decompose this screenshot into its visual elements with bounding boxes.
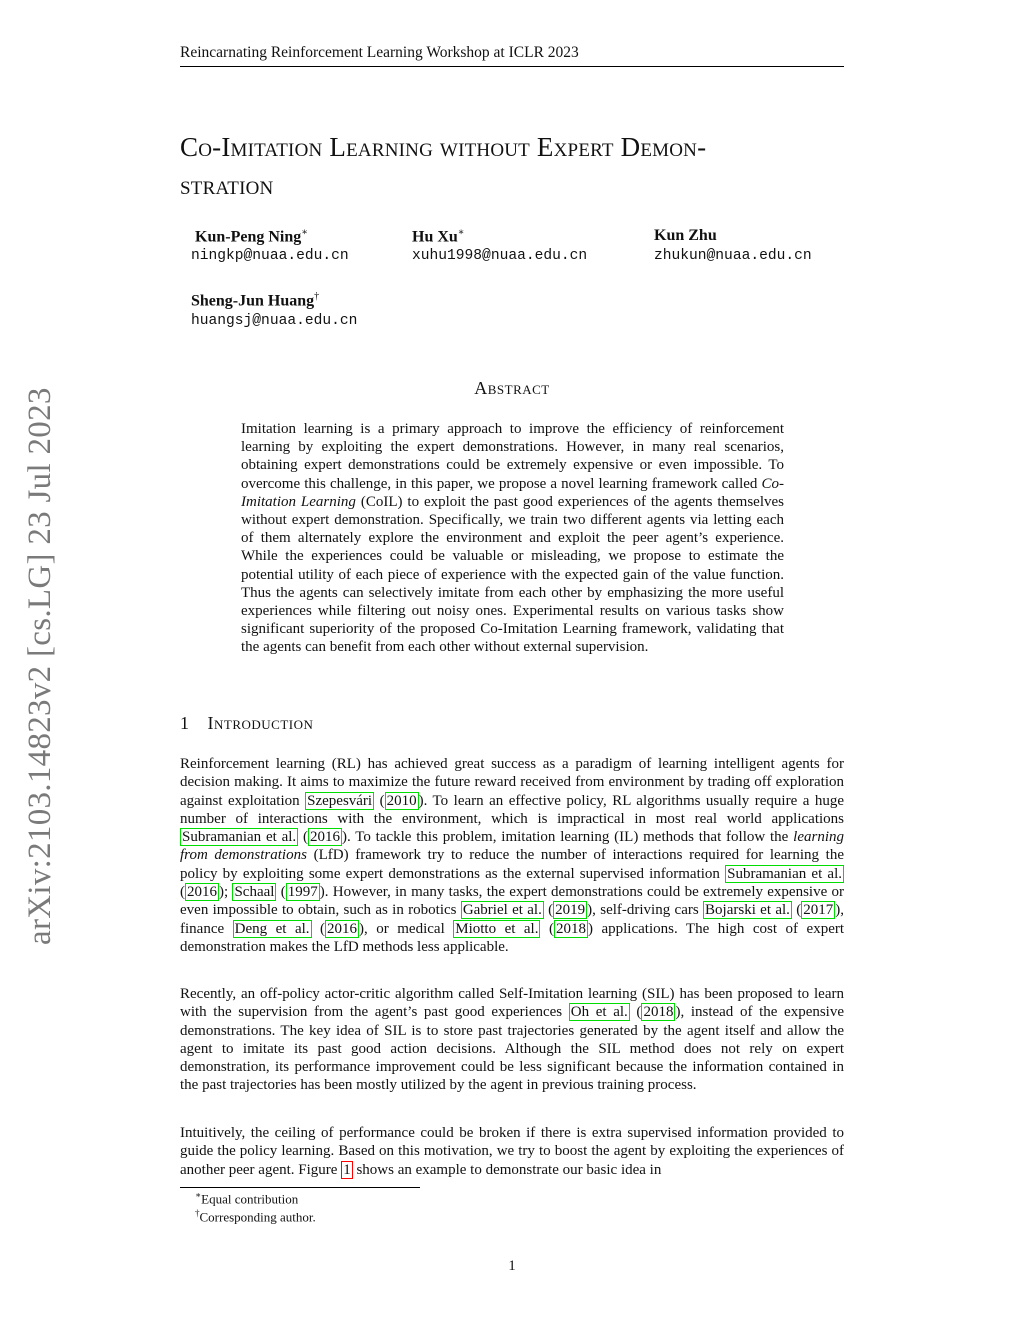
arxiv-identifier: arXiv:2103.14823v2 [cs.LG] 23 Jul 2023 (22, 387, 58, 945)
author-block-2: Hu Xu∗ (412, 227, 465, 246)
author-email[interactable]: huangsj@nuaa.edu.cn (191, 313, 358, 329)
citation-link[interactable]: Subramanian et al. (182, 829, 297, 846)
citation-link[interactable]: Gabriel et al. (462, 902, 542, 919)
citation-link[interactable]: Oh et al. (570, 1004, 628, 1021)
author-email[interactable]: zhukun@nuaa.edu.cn (654, 248, 812, 264)
citation-link[interactable]: Deng et al. (234, 920, 310, 937)
citation-link[interactable]: 2019 (555, 902, 586, 919)
running-header: Reincarnating Reinforcement Learning Workshop at ICLR 2023 (180, 44, 579, 61)
paper-title (180, 128, 848, 204)
author-block-4: Sheng-Jun Huang† (191, 291, 320, 310)
citation-link[interactable]: 2016 (327, 920, 358, 937)
section-heading-introduction (180, 713, 313, 734)
section-title: Introduction (207, 713, 314, 733)
footnote-rule (180, 1187, 420, 1188)
section-number: 1 (180, 713, 190, 733)
citation-link[interactable]: 2018 (555, 920, 586, 937)
citation-link[interactable]: 2017 (803, 902, 834, 919)
author-name: Kun-Peng Ning (195, 228, 302, 246)
citation-link[interactable]: Bojarski et al. (705, 902, 790, 919)
abstract-heading: Abstract (474, 378, 550, 398)
author-name: Hu Xu (412, 228, 458, 246)
footnote-2: †Corresponding author. (195, 1208, 316, 1225)
page-number: 1 (508, 1258, 516, 1274)
citation-link[interactable]: 1997 (287, 884, 318, 901)
citation-link[interactable]: 2016 (187, 884, 217, 901)
title-line-1: Co-Imitation Learning without Expert Demon- (180, 132, 707, 162)
citation-link[interactable]: 2010 (386, 792, 417, 809)
author-email[interactable]: xuhu1998@nuaa.edu.cn (412, 248, 588, 264)
author-block-1: Kun-Peng Ning∗ (195, 227, 309, 246)
abstract-text: Imitation learning is a primary approach to improve the efficiency of reinforcement learning by exploiting the expert demonstrations. However, in many real scenarios, obtaining expert demonstrations could be extremely expensive or even impossible. To overcome this challenge, in this paper, we propose a novel learning framework called Co-Imitation Learning (CoIL) to exploit the past good experiences of the agents themselves without expert demonstration. Specifically, we train two different agents via letting each of them alternately explore the environment and exploit the peer agent’s experience. While the experiences could be valuable or misleading, we propose to estimate the potential utility of each piece of experience with the expected gain of the value function. Thus the agents can selectively imitate from each other by emphasizing the more useful experiences while filtering out noisy ones. Experimental results on various tasks show significant superiority of the proposed Co-Imitation Learning framework, validating that the agents can benefit from each other without external supervision. (241, 421, 784, 656)
author-email[interactable]: ningkp@nuaa.edu.cn (191, 248, 349, 264)
intro-paragraph-3: Intuitively, the ceiling of performance could be broken if there is extra supervised information provided to guide the policy learning. Based on this motivation, we try to boost the agent by exploiting the experiences of another peer agent. Figure 1 shows an example to demonstrate our basic idea in (180, 1125, 844, 1178)
title-line-2: stration (180, 170, 274, 200)
citation-link[interactable]: Miotto et al. (455, 920, 539, 937)
citation-link[interactable]: Szepesvári (307, 792, 373, 809)
footnote-1: ∗Equal contribution (195, 1190, 299, 1207)
citation-link[interactable]: Subramanian et al. (727, 865, 842, 882)
author-name: Kun Zhu (654, 227, 717, 244)
author-block-3 (654, 227, 717, 245)
citation-link[interactable]: 2018 (643, 1004, 674, 1021)
intro-paragraph-2: Recently, an off-policy actor-critic algorithm called Self-Imitation learning (SIL) has been proposed to learn with the supervision from the agent’s past good experiences Oh et al. ( 2018 ), instead of the expensive demonstrations. The key idea of SIL is to store past trajectories generated by the agent itself and allow the agent to imitate its past good action decisions. Although the SIL method does not rely on expert demonstration, its performance improvement could be less significant because the information contained in the past trajectories has been mostly utilized by the agent in previous training process. (180, 986, 845, 1094)
intro-paragraph-1: Reinforcement learning (RL) has achieved great success as a paradigm of learning intelligent agents for decision making. It aims to maximize the future reward received from environment by trading off exploration against exploitation Szepesvári ( 2010 ). To learn an effective policy, RL algorithms usually require a huge number of interactions with the environment, which is impractical in most real world applications Subramanian et al. ( 2016 ). To tackle this problem, imitation learning (IL) methods that follow the learning from demonstrations (LfD) framework try to reduce the number of interactions required for learning the policy by exploiting some expert demonstrations as the external supervised information Subramanian et al. ( 2016 ); Schaal ( 1997 ). However, in many tasks, the expert demonstrations could be extremely expensive or even impossible to obtain, such as in robotics Gabriel et al. ( 2019 ), self-driving cars Bojarski et al. ( 2017 ), finance Deng et al. ( 2016 ), or medical Miotto et al. ( 2018 ) applications. The high cost of expert demonstration makes the LfD methods less applicable. (180, 756, 845, 955)
citation-link[interactable]: Schaal (234, 884, 275, 901)
author-name: Sheng-Jun Huang (191, 292, 315, 310)
citation-link[interactable]: 2016 (309, 829, 340, 846)
figure-reference-link[interactable]: 1 (343, 1161, 351, 1178)
header-rule (180, 66, 844, 67)
